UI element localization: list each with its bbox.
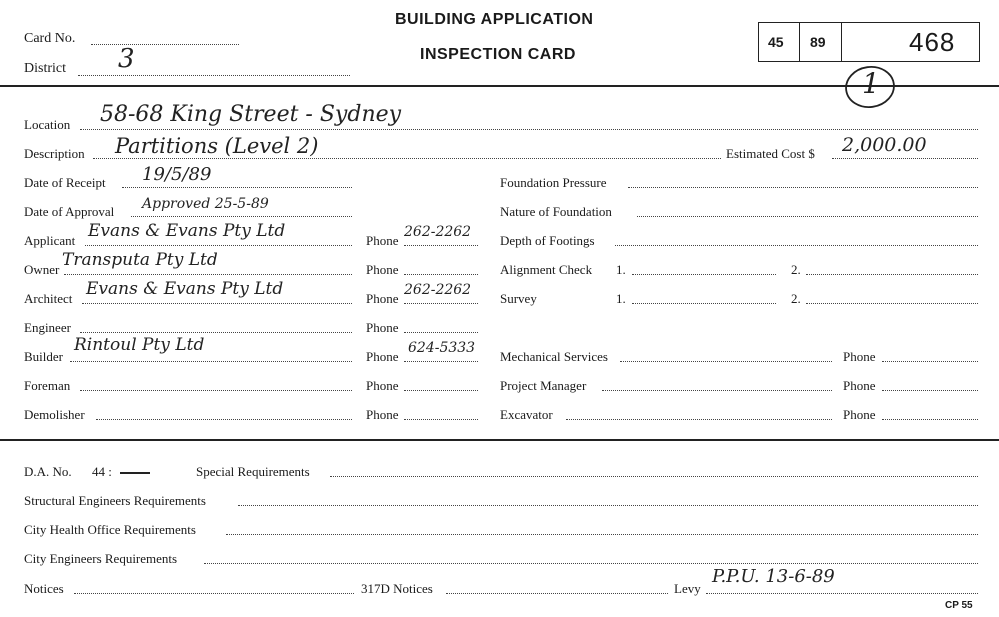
demolisher-label: Demolisher [24, 407, 85, 422]
survey-2-field[interactable] [806, 303, 978, 304]
engineer-phone-label: Phone [366, 320, 399, 335]
architect-phone-label: Phone [366, 291, 399, 306]
builder-value: Rintoul Pty Ltd [74, 335, 205, 355]
form-code: CP 55 [945, 600, 973, 611]
box-code-a: 45 [768, 34, 784, 50]
date-receipt-label: Date of Receipt [24, 175, 106, 190]
applicant-label: Applicant [24, 233, 76, 248]
estimated-cost-label: Estimated Cost $ [726, 146, 815, 161]
date-receipt-field[interactable] [122, 187, 352, 188]
architect-label: Architect [24, 291, 73, 306]
location-field[interactable] [80, 129, 978, 130]
architect-value: Evans & Evans Pty Ltd [86, 279, 284, 299]
structural-engineers-label: Structural Engineers Requirements [24, 493, 206, 508]
form-title-line1: BUILDING APPLICATION [395, 11, 594, 28]
project-manager-field[interactable] [602, 390, 832, 391]
applicant-value: Evans & Evans Pty Ltd [88, 221, 286, 241]
owner-field[interactable] [64, 274, 352, 275]
project-manager-phone-field[interactable] [882, 390, 978, 391]
foreman-phone-label: Phone [366, 378, 399, 393]
foundation-pressure-field[interactable] [628, 187, 978, 188]
depth-footings-label: Depth of Footings [500, 233, 595, 248]
demolisher-phone-field[interactable] [404, 419, 478, 420]
date-approval-value: Approved 25-5-89 [142, 196, 269, 212]
excavator-field[interactable] [566, 419, 832, 420]
project-manager-phone-label: Phone [843, 378, 876, 393]
circled-mark-value: 1 [862, 67, 880, 100]
district-label: District [24, 61, 66, 76]
depth-footings-field[interactable] [615, 245, 978, 246]
levy-label: Levy [674, 581, 701, 596]
applicant-field[interactable] [85, 245, 352, 246]
foreman-phone-field[interactable] [404, 390, 478, 391]
city-engineers-label: City Engineers Requirements [24, 551, 178, 566]
owner-value: Transputa Pty Ltd [62, 250, 218, 270]
builder-label: Builder [24, 349, 63, 364]
box-card-number: 468 [909, 27, 956, 57]
card-no-field[interactable] [91, 44, 239, 45]
da-no-dash [120, 472, 150, 474]
owner-phone-field[interactable] [404, 274, 478, 275]
architect-phone-field[interactable] [404, 303, 478, 304]
notices-label: Notices [24, 581, 64, 596]
mechanical-services-label: Mechanical Services [500, 349, 608, 364]
nature-foundation-label: Nature of Foundation [500, 204, 612, 219]
section-divider [0, 439, 999, 441]
project-manager-label: Project Manager [500, 378, 587, 393]
applicant-phone-label: Phone [366, 233, 399, 248]
survey-1-field[interactable] [632, 303, 776, 304]
city-health-label: City Health Office Requirements [24, 522, 196, 537]
levy-field[interactable] [706, 593, 978, 594]
demolisher-phone-label: Phone [366, 407, 399, 422]
applicant-phone-value: 262-2262 [404, 224, 472, 240]
alignment-2-field[interactable] [806, 274, 978, 275]
city-engineers-field[interactable] [204, 563, 978, 564]
owner-label: Owner [24, 262, 60, 277]
location-label: Location [24, 117, 71, 132]
owner-phone-label: Phone [366, 262, 399, 277]
survey-2-label: 2. [791, 291, 801, 306]
levy-value: P.P.U. 13-6-89 [712, 566, 835, 587]
card-number-box [758, 22, 980, 62]
excavator-phone-field[interactable] [882, 419, 978, 420]
nature-foundation-field[interactable] [637, 216, 978, 217]
alignment-2-label: 2. [791, 262, 801, 277]
date-approval-field[interactable] [131, 216, 352, 217]
excavator-phone-label: Phone [843, 407, 876, 422]
mechanical-phone-label: Phone [843, 349, 876, 364]
estimated-cost-field[interactable] [832, 158, 978, 159]
excavator-label: Excavator [500, 407, 553, 422]
mechanical-phone-field[interactable] [882, 361, 978, 362]
foreman-field[interactable] [80, 390, 352, 391]
special-requirements-label: Special Requirements [196, 464, 310, 479]
architect-phone-value: 262-2262 [404, 282, 472, 298]
notices-317d-field[interactable] [446, 593, 668, 594]
special-requirements-field[interactable] [330, 476, 978, 477]
alignment-1-field[interactable] [632, 274, 776, 275]
location-value: 58-68 King Street - Sydney [100, 102, 402, 127]
demolisher-field[interactable] [96, 419, 352, 420]
estimated-cost-value: 2,000.00 [842, 134, 927, 156]
notices-field[interactable] [74, 593, 354, 594]
da-no-label: D.A. No. [24, 464, 72, 479]
engineer-label: Engineer [24, 320, 71, 335]
date-approval-label: Date of Approval [24, 204, 115, 219]
district-field[interactable] [78, 75, 350, 76]
structural-engineers-field[interactable] [238, 505, 978, 506]
builder-phone-field[interactable] [404, 361, 478, 362]
foundation-pressure-label: Foundation Pressure [500, 175, 607, 190]
engineer-field[interactable] [80, 332, 352, 333]
survey-label: Survey [500, 291, 537, 306]
builder-phone-label: Phone [366, 349, 399, 364]
city-health-field[interactable] [226, 534, 978, 535]
box-divider-2 [841, 23, 842, 61]
builder-phone-value: 624-5333 [408, 340, 476, 356]
mechanical-services-field[interactable] [620, 361, 832, 362]
box-divider-1 [799, 23, 800, 61]
architect-field[interactable] [82, 303, 352, 304]
description-value: Partitions (Level 2) [115, 134, 319, 158]
description-field[interactable] [93, 158, 721, 159]
date-receipt-value: 19/5/89 [142, 164, 212, 185]
form-title-line2: INSPECTION CARD [420, 46, 576, 63]
applicant-phone-field[interactable] [404, 245, 478, 246]
description-label: Description [24, 146, 85, 161]
header-divider [0, 85, 999, 87]
card-no-label: Card No. [24, 31, 76, 46]
box-code-b: 89 [810, 34, 826, 50]
district-value: 3 [118, 44, 135, 74]
foreman-label: Foreman [24, 378, 71, 393]
builder-field[interactable] [70, 361, 352, 362]
alignment-check-label: Alignment Check [500, 262, 593, 277]
alignment-1-label: 1. [616, 262, 626, 277]
engineer-phone-field[interactable] [404, 332, 478, 333]
da-no-value: 44 : [92, 464, 112, 479]
survey-1-label: 1. [616, 291, 626, 306]
notices-317d-label: 317D Notices [361, 581, 433, 596]
